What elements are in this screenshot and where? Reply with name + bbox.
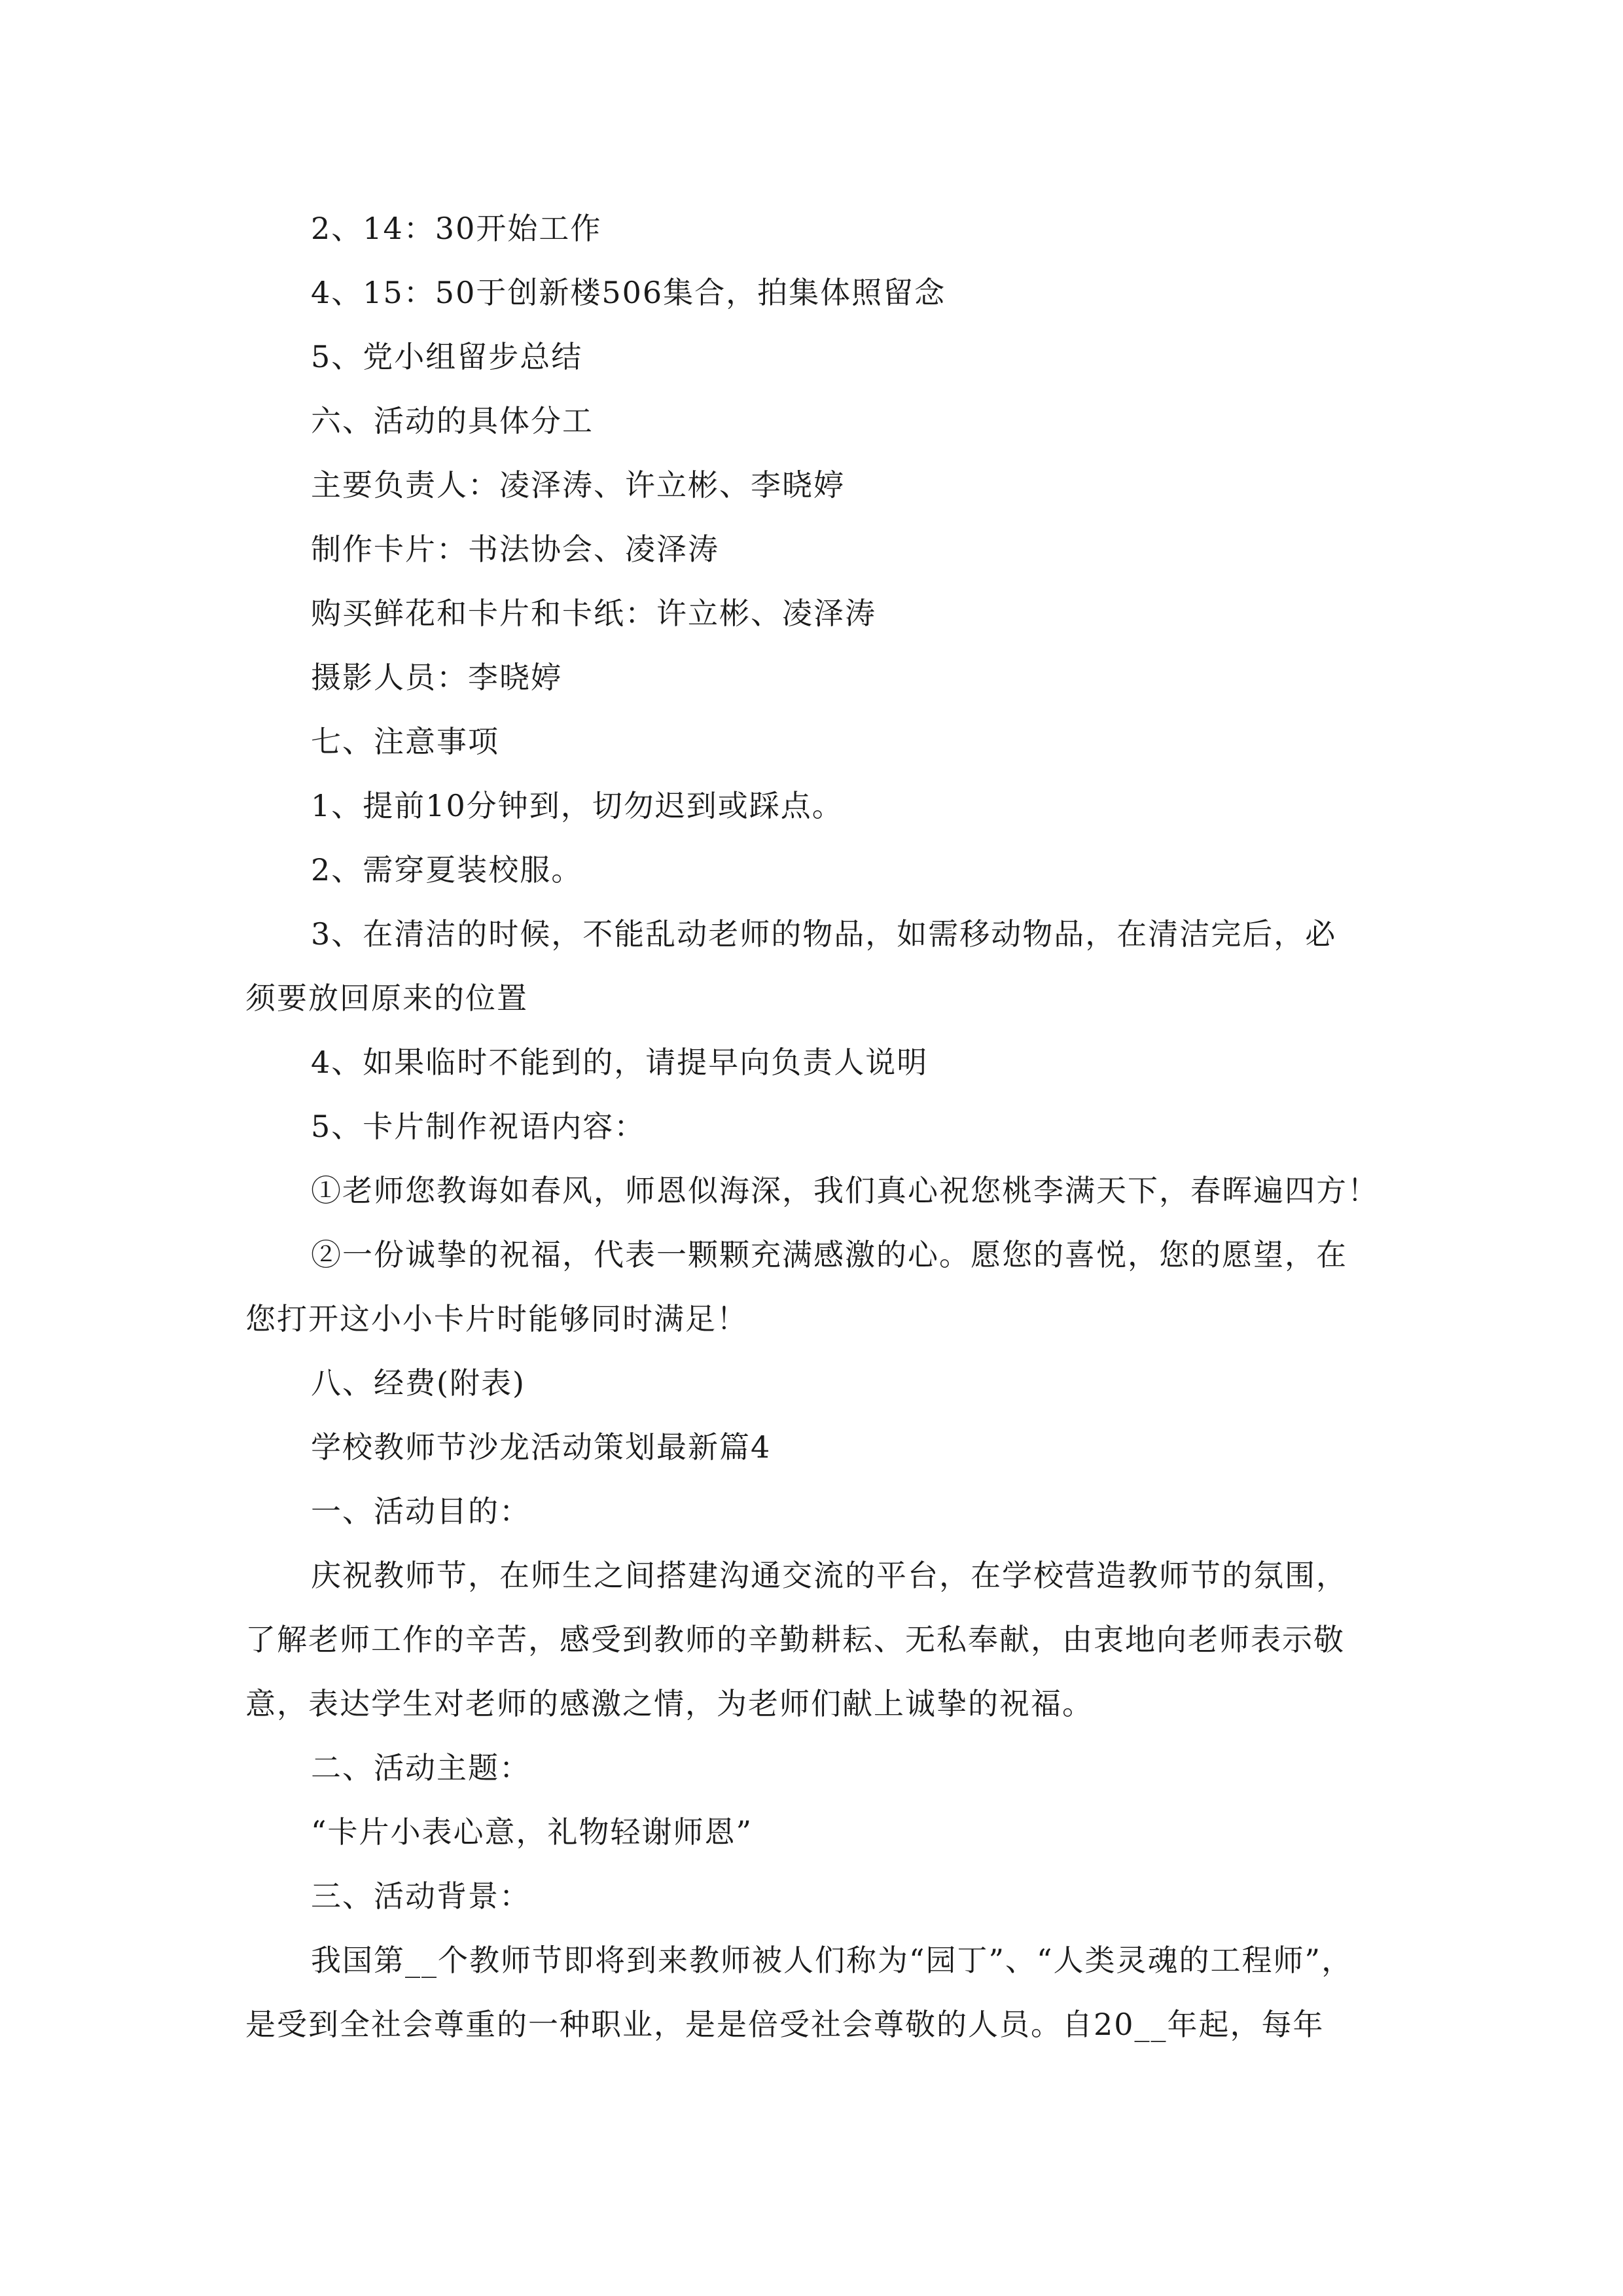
text-line: 摄影人员：李晓婷 xyxy=(311,660,562,695)
text-line: ①老师您教诲如春风，师恩似海深，我们真心祝您桃李满天下，春晖遍四方！ xyxy=(311,1173,1379,1208)
text-line: 我国第__个教师节即将到来教师被人们称为“园丁”、“人类灵魂的工程师”， xyxy=(311,1943,1353,1978)
section-heading: 二、活动主题： xyxy=(311,1750,531,1785)
text-line: 您打开这小小卡片时能够同时满足！ xyxy=(245,1301,748,1336)
article-title: 学校教师节沙龙活动策划最新篇4 xyxy=(311,1429,772,1465)
text-line: ②一份诚挚的祝福，代表一颗颗充满感激的心。愿您的喜悦，您的愿望，在 xyxy=(311,1237,1347,1272)
text-line: 3、在清洁的时候，不能乱动老师的物品，如需移动物品，在清洁完后，必 xyxy=(311,916,1337,952)
section-heading: 三、活动背景： xyxy=(311,1878,531,1914)
text-line: 4、15：50于创新楼506集合，拍集体照留念 xyxy=(311,275,946,310)
section-heading: 七、注意事项 xyxy=(311,724,499,759)
text-line: 须要放回原来的位置 xyxy=(245,980,528,1016)
text-line: 购买鲜花和卡片和卡纸：许立彬、凌泽涛 xyxy=(311,596,876,631)
text-line: 1、提前10分钟到，切勿迟到或踩点。 xyxy=(311,788,844,823)
section-heading: 一、活动目的： xyxy=(311,1494,531,1529)
text-line: 庆祝教师节，在师生之间搭建沟通交流的平台，在学校营造教师节的氛围， xyxy=(311,1558,1347,1593)
text-line: 2、需穿夏装校服。 xyxy=(311,852,583,888)
text-line: 了解老师工作的辛苦，感受到教师的辛勤耕耘、无私奉献，由衷地向老师表示敬 xyxy=(245,1622,1345,1657)
section-heading: 六、活动的具体分工 xyxy=(311,403,594,439)
section-heading: 八、经费(附表) xyxy=(311,1365,526,1401)
text-line: 制作卡片：书法协会、凌泽涛 xyxy=(311,531,719,567)
text-line: 5、卡片制作祝语内容： xyxy=(311,1109,646,1144)
text-line: 2、14：30开始工作 xyxy=(311,211,602,246)
text-line: 4、如果临时不能到的，请提早向负责人说明 xyxy=(311,1045,929,1080)
text-line: 主要负责人：凌泽涛、许立彬、李晓婷 xyxy=(311,467,845,503)
text-line: “卡片小表心意，礼物轻谢师恩” xyxy=(311,1814,753,1850)
text-line: 5、党小组留步总结 xyxy=(311,339,583,374)
document-body xyxy=(245,196,1384,2056)
text-line: 意，表达学生对老师的感激之情，为老师们献上诚挚的祝福。 xyxy=(245,1686,1094,1721)
text-line: 是受到全社会尊重的一种职业，是是倍受社会尊敬的人员。自20__年起，每年 xyxy=(245,2007,1325,2042)
